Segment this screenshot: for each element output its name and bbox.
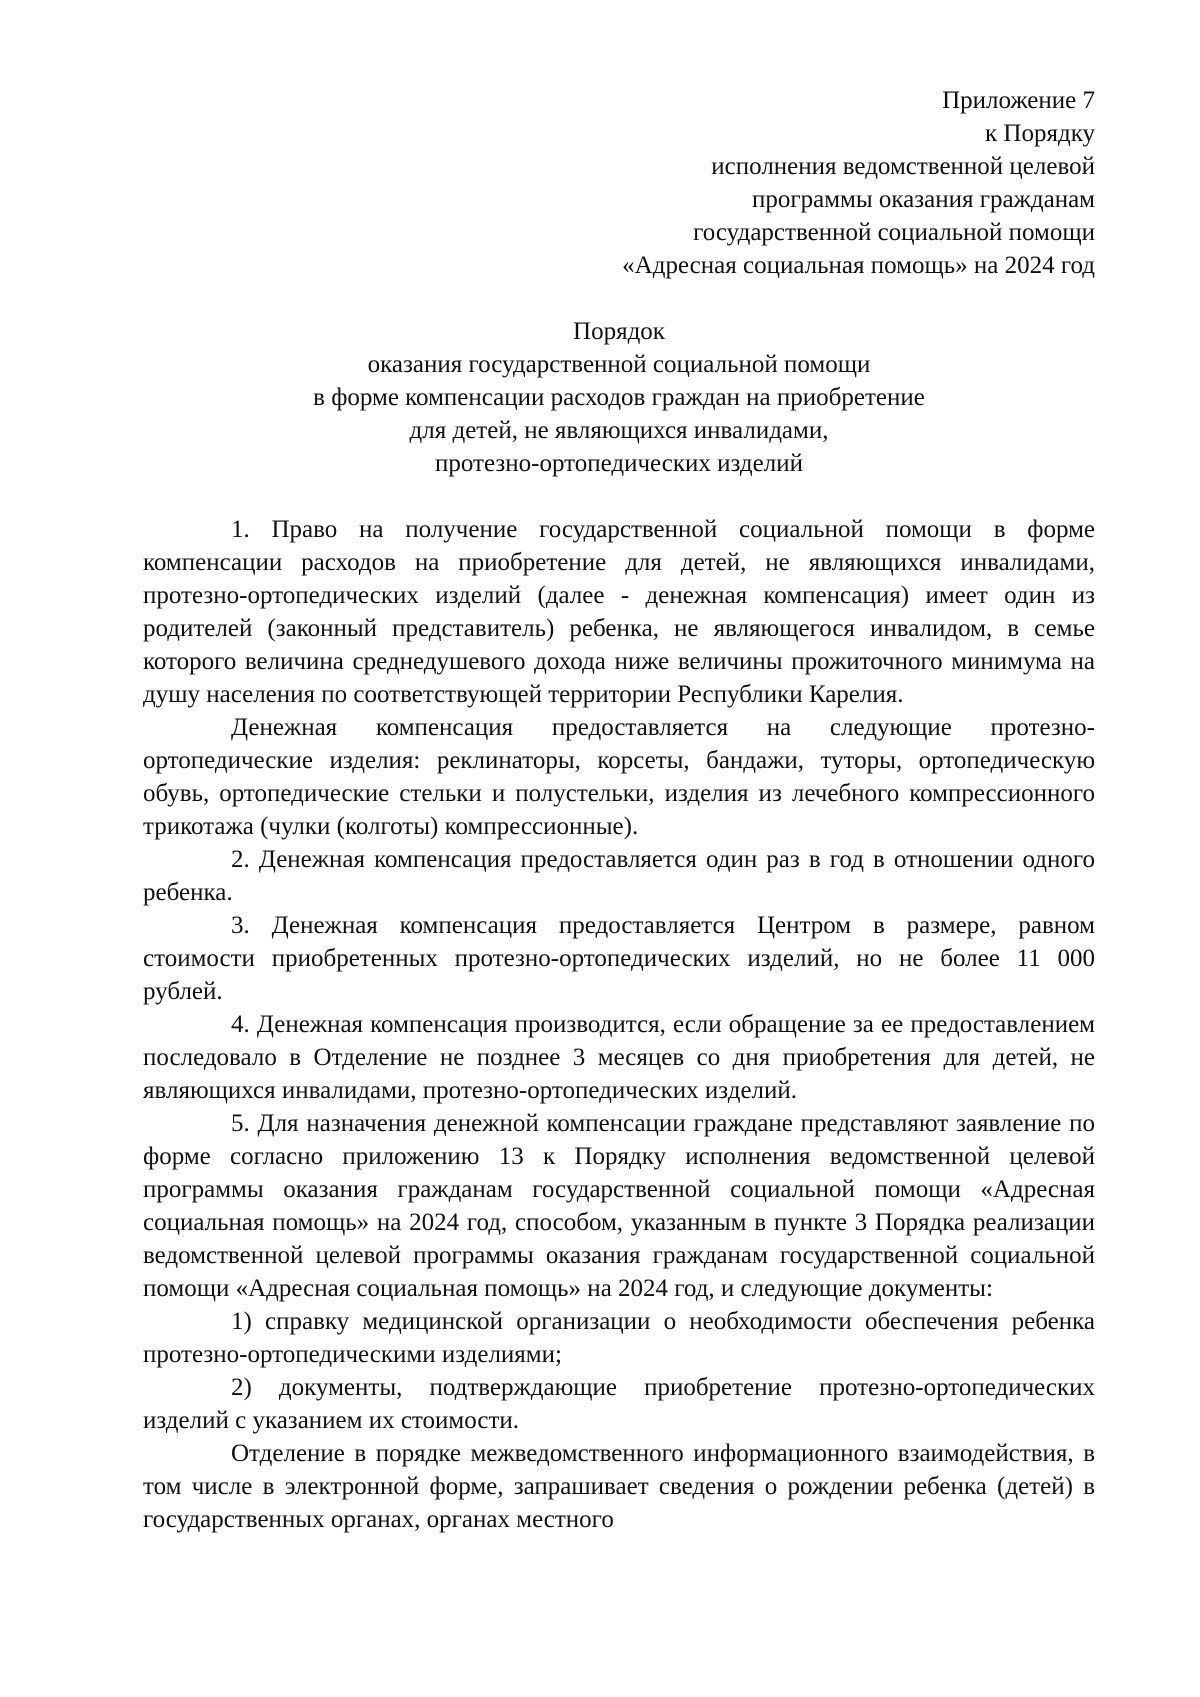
title-line: оказания государственной социальной помощи <box>367 351 871 378</box>
appendix-line: исполнения ведомственной целевой <box>711 153 1095 180</box>
appendix-line: программы оказания гражданам <box>752 186 1095 213</box>
paragraph-5: 5. Для назначения денежной компенсации граждане представляют заявление по форме согласно приложению 13 к Порядку исполнения ведомственной целевой программы оказания гражданам государственной социальной помощи «Адресная социальная помощь» на 2024 год, способом, указанным в пункте 3 Порядка реализации ведомственной целевой программы оказания гражданам государственной социальной помощи «Адресная социальная помощь» на 2024 год, и следующие документы: <box>143 1110 1095 1302</box>
paragraph-4: 4. Денежная компенсация производится, если обращение за ее предоставлением последовало в Отделение не позднее 3 месяцев со дня приобретения для детей, не являющихся инвалидами, протезно-ортопедических изделий. <box>143 1011 1095 1104</box>
paragraph-1-list: Денежная компенсация предоставляется на следующие протезно-ортопедические изделия: реклинаторы, корсеты, бандажи, туторы, ортопедическую обувь, ортопедические стельки и полустельки, изделия из лечебного компрессионного трикотажа (чулки (колготы) компрессионные). <box>143 714 1095 840</box>
appendix-header <box>143 84 1095 282</box>
document-title <box>143 315 1095 480</box>
paragraph-1: 1. Право на получение государственной социальной помощи в форме компенсации расходов на приобретение для детей, не являющихся инвалидами, протезно-ортопедических изделий (далее - денежная компенсация) имеет один из родителей (законный представитель) ребенка, не являющегося инвалидом, в семье которого величина среднедушевого дохода ниже величины прожиточного минимума на душу населения по соответствующей территории Республики Карелия. <box>143 516 1095 708</box>
paragraph-5-item-2: 2) документы, подтверждающие приобретение протезно-ортопедических изделий с указанием их стоимости. <box>143 1374 1095 1434</box>
title-line: протезно-ортопедических изделий <box>435 450 803 477</box>
paragraph-3: 3. Денежная компенсация предоставляется Центром в размере, равном стоимости приобретенных протезно-ортопедических изделий, но не более 11 000 рублей. <box>143 912 1095 1005</box>
title-line: Порядок <box>573 318 665 345</box>
appendix-line: к Порядку <box>985 120 1095 147</box>
appendix-line: государственной социальной помощи <box>693 219 1095 246</box>
title-line: в форме компенсации расходов граждан на приобретение <box>313 384 925 411</box>
paragraph-2: 2. Денежная компенсация предоставляется один раз в год в отношении одного ребенка. <box>143 846 1095 906</box>
document-body <box>143 513 1095 1536</box>
paragraph-department: Отделение в порядке межведомственного информационного взаимодействия, в том числе в электронной форме, запрашивает сведения о рождении ребенка (детей) в государственных органах, органах местного <box>143 1440 1095 1533</box>
title-line: для детей, не являющихся инвалидами, <box>409 417 829 444</box>
appendix-line: Приложение 7 <box>942 87 1095 114</box>
paragraph-5-item-1: 1) справку медицинской организации о необходимости обеспечения ребенка протезно-ортопедическими изделиями; <box>143 1308 1095 1368</box>
appendix-line: «Адресная социальная помощь» на 2024 год <box>622 252 1095 279</box>
